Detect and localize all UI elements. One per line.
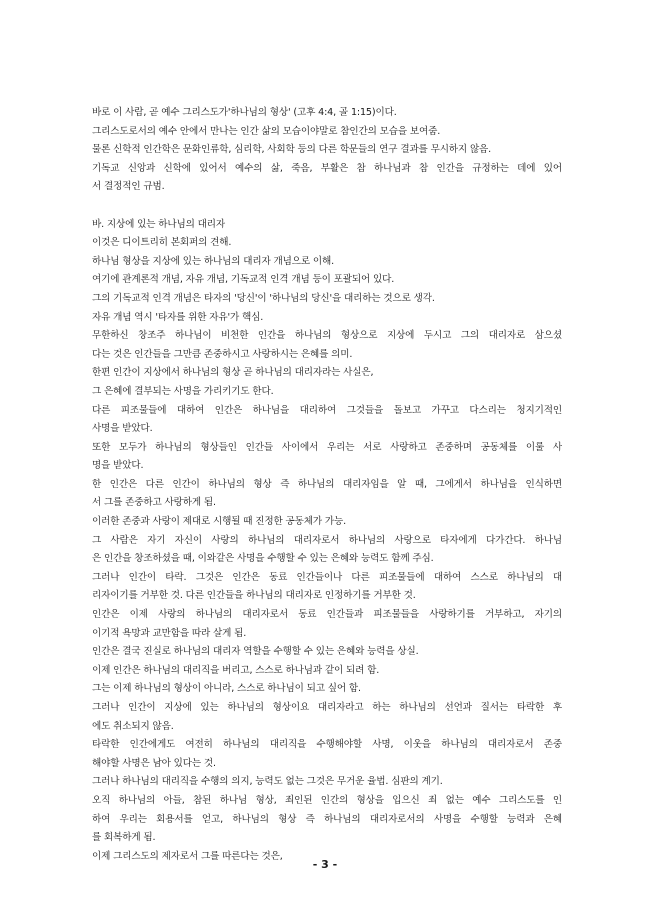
text-line: 타락한 인간에게도 여전히 하나님의 대리직을 수행해야할 사명, 이웃을 하나님의 대리자로서 존중 — [92, 739, 562, 751]
text-line: 서 그를 존중하고 사랑하게 됨. — [92, 497, 216, 509]
text-line: 한 인간은 다른 인간이 하나님의 형상 즉 하나님의 대리자임을 알 때, 그에게서 하나님을 인식하면 — [92, 478, 562, 490]
text-line: 그의 기독교적 인격 개념은 타자의 '당신'이 '하나님의 당신'을 대리하는 것으로 생각. — [92, 292, 435, 304]
text-line: 하나님 형상을 지상에 있는 하나님의 대리자 개념으로 이해. — [92, 255, 335, 267]
text-line: 해야할 사명은 남아 있다는 것. — [92, 757, 216, 769]
text-line: 하여 우리는 회용서를 얻고, 하나님의 형상 즉 하나님의 대리자로서의 사명을 수행할 능력과 은혜 — [92, 813, 562, 825]
text-line: 리자이기를 거부한 것. 다른 인간들을 하나님의 대리자로 인정하기를 거부한 것. — [92, 590, 416, 602]
text-line: 그러나 하나님의 대리직을 수행의 의지, 능력도 없는 그것은 무거운 율법. 심판의 계기. — [92, 776, 443, 788]
text-line: 이기적 욕망과 교만함을 따라 살게 됨. — [92, 627, 247, 639]
text-line: 다른 피조물들에 대하여 인간은 하나님을 대리하여 그것들을 돌보고 가꾸고 다스리는 청지기적인 — [92, 404, 562, 416]
text-line: 그 사람은 자기 자신이 사랑의 하나님의 대리자로서 하나님의 사랑으로 타자에게 다가간다. 하나님 — [92, 534, 562, 546]
text-line: 여기에 관계론적 개념, 자유 개념, 기독교적 인격 개념 등이 포괄되어 있다. — [92, 274, 395, 286]
text-line: 바로 이 사람, 곧 예수 그리스도가'하나님의 형상' (고후 4:4, 골 1:15)이다. — [92, 107, 397, 118]
text-line: 이것은 디이트리히 본회퍼의 견해. — [92, 237, 232, 249]
text-line: 를 회복하게 됨. — [92, 832, 156, 844]
text-line: 그리스도로서의 예수 안에서 만나는 인간 삶의 모습이야말로 참인간의 모습을 보여줌. — [92, 125, 441, 137]
section-heading: 바. 지상에 있는 하나님의 대리자 — [92, 218, 226, 230]
text-line: 인간은 결국 진실로 하나님의 대리자 역할을 수행할 수 있는 은혜와 능력을 상실. — [92, 646, 419, 658]
text-line: 기독교 신앙과 신학에 있어서 예수의 삶, 죽음, 부활은 참 하나님과 참 인간을 규정하는 데에 있어 — [92, 162, 562, 174]
text-line: 그 은혜에 결부되는 사명을 가리키기도 한다. — [92, 385, 274, 397]
text-line: 그는 이제 하나님의 형상이 아니라, 스스로 하나님이 되고 싶어 함. — [92, 683, 361, 695]
text-line: 또한 모두가 하나님의 형상들인 인간들 사이에서 우리는 서로 사랑하고 존중하며 공동체를 이룰 사 — [92, 441, 562, 453]
page-number: - 3 - — [312, 858, 338, 871]
text-line: 물론 신학적 인간학은 문화인류학, 심리학, 사회학 등의 다른 학문들의 연구 결과를 무시하지 않음. — [92, 144, 492, 156]
paragraph-gap — [92, 197, 562, 216]
text-line: 이제 인간은 하나님의 대리직을 버리고, 스스로 하나님과 같이 되려 함. — [92, 664, 380, 676]
text-line: 그러나 인간이 지상에 있는 하나님의 형상이요 대리자라고 하는 하나님의 선언과 질서는 타락한 후 — [92, 702, 562, 713]
text-line: 이러한 존중과 사랑이 제대로 시행될 때 진정한 공동체가 가능. — [92, 516, 347, 528]
text-line: 그러나 인간이 타락. 그것은 인간은 동료 인간들이나 다른 피조물들에 대하여 스스로 하나님의 대 — [92, 571, 562, 583]
text-line: 한편 인간이 지상에서 하나님의 형상 곧 하나님의 대리자라는 사실은, — [92, 367, 374, 379]
text-line: 다는 것은 인간들을 그만큼 존중하시고 사랑하시는 은혜를 의미. — [92, 348, 353, 360]
text-line: 이제 그리스도의 제자로서 그를 따른다는 것은, — [92, 850, 283, 862]
text-line: 서 결정적인 규범. — [92, 181, 165, 193]
text-line: 명을 받았다. — [92, 460, 144, 472]
text-line: 자유 개념 역시 '타자를 위한 자유'가 핵심. — [92, 311, 264, 323]
text-line: 무한하신 창조주 하나님이 비천한 인간을 하나님의 형상으로 지상에 두시고 그의 대리자로 삼으셨 — [92, 330, 562, 342]
document-body — [92, 104, 562, 866]
text-line: 오직 하나님의 아들, 참된 하나님 형상, 죄인된 인간의 형상을 입으신 죄 없는 예수 그리스도를 인 — [92, 794, 562, 806]
text-line: 사명을 받았다. — [92, 423, 153, 435]
text-line: 은 인간을 창조하셨을 때, 이와같은 사명을 수행할 수 있는 은혜와 능력도 함께 주심. — [92, 553, 434, 565]
text-line: 인간은 이제 사랑의 하나님의 대리자로서 동료 인간들과 피조물들을 사랑하기를 거부하고, 자기의 — [92, 609, 562, 621]
text-line: 에도 취소되지 않음. — [92, 720, 174, 732]
